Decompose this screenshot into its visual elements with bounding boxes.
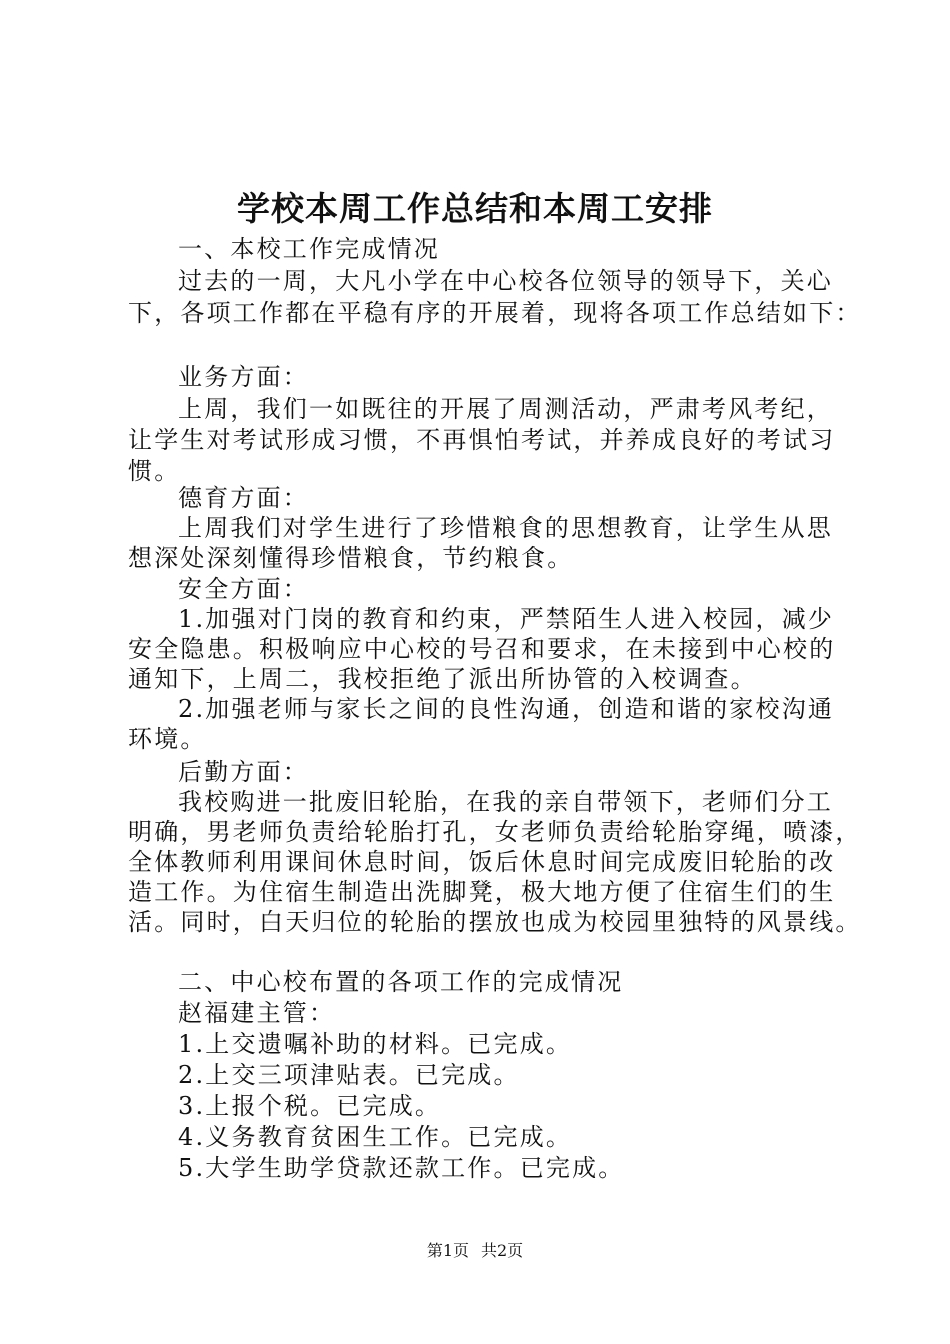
subsection-heading-safety: 安全方面： — [178, 575, 309, 603]
paragraph-line: 想深处深刻懂得珍惜粮食，节约粮食。 — [128, 544, 574, 572]
list-item: 2.上交三项津贴表。已完成。 — [178, 1061, 520, 1089]
subsection-heading-logistics: 后勤方面： — [178, 758, 309, 786]
section-heading-2: 二、中心校布置的各项工作的完成情况 — [178, 968, 624, 996]
page-footer — [0, 1240, 950, 1262]
paragraph-line: 环境。 — [128, 725, 207, 753]
list-heading: 赵福建主管： — [178, 999, 336, 1027]
paragraph-line: 惯。 — [128, 457, 181, 485]
paragraph-line: 安全隐患。积极响应中心校的号召和要求，在未接到中心校的 — [128, 635, 836, 663]
list-item: 4.义务教育贫困生工作。已完成。 — [178, 1123, 573, 1151]
paragraph-line: 造工作。为住宿生制造出洗脚凳，极大地方便了住宿生们的生 — [128, 878, 836, 906]
subsection-heading-moral: 德育方面： — [178, 484, 309, 512]
paragraph-line: 上周我们对学生进行了珍惜粮食的思想教育，让学生从思 — [178, 514, 833, 542]
paragraph-line: 全体教师利用课间休息时间，饭后休息时间完成废旧轮胎的改 — [128, 848, 836, 876]
paragraph-line: 过去的一周，大凡小学在中心校各位领导的领导下，关心 — [178, 267, 833, 295]
paragraph-line: 明确，男老师负责给轮胎打孔，女老师负责给轮胎穿绳，喷漆， — [128, 818, 862, 846]
section-heading-1: 一、本校工作完成情况 — [178, 235, 440, 263]
document-title: 学校本周工作总结和本周工安排 — [237, 189, 713, 228]
subsection-heading-business: 业务方面： — [178, 363, 309, 391]
list-item: 3.上报个税。已完成。 — [178, 1092, 442, 1120]
paragraph-line: 下，各项工作都在平稳有序的开展着，现将各项工作总结如下： — [128, 299, 862, 327]
paragraph-line: 让学生对考试形成习惯，不再惧怕考试，并养成良好的考试习 — [128, 426, 836, 454]
page-total: 共2页 — [481, 1241, 524, 1260]
paragraph-line: 1.加强对门岗的教育和约束，严禁陌生人进入校园，减少 — [178, 605, 835, 633]
paragraph-line: 活。同时，白天归位的轮胎的摆放也成为校园里独特的风景线。 — [128, 908, 862, 936]
list-item: 5.大学生助学贷款还款工作。已完成。 — [178, 1154, 625, 1182]
paragraph-line: 通知下，上周二，我校拒绝了派出所协管的入校调查。 — [128, 665, 757, 693]
list-item: 1.上交遗嘱补助的材料。已完成。 — [178, 1030, 573, 1058]
paragraph-line: 2.加强老师与家长之间的良性沟通，创造和谐的家校沟通 — [178, 695, 835, 723]
page-number: 第1页 — [426, 1241, 469, 1260]
paragraph-line: 上周，我们一如既往的开展了周测活动，严肃考风考纪， — [178, 395, 833, 423]
paragraph-line: 我校购进一批废旧轮胎，在我的亲自带领下，老师们分工 — [178, 788, 833, 816]
